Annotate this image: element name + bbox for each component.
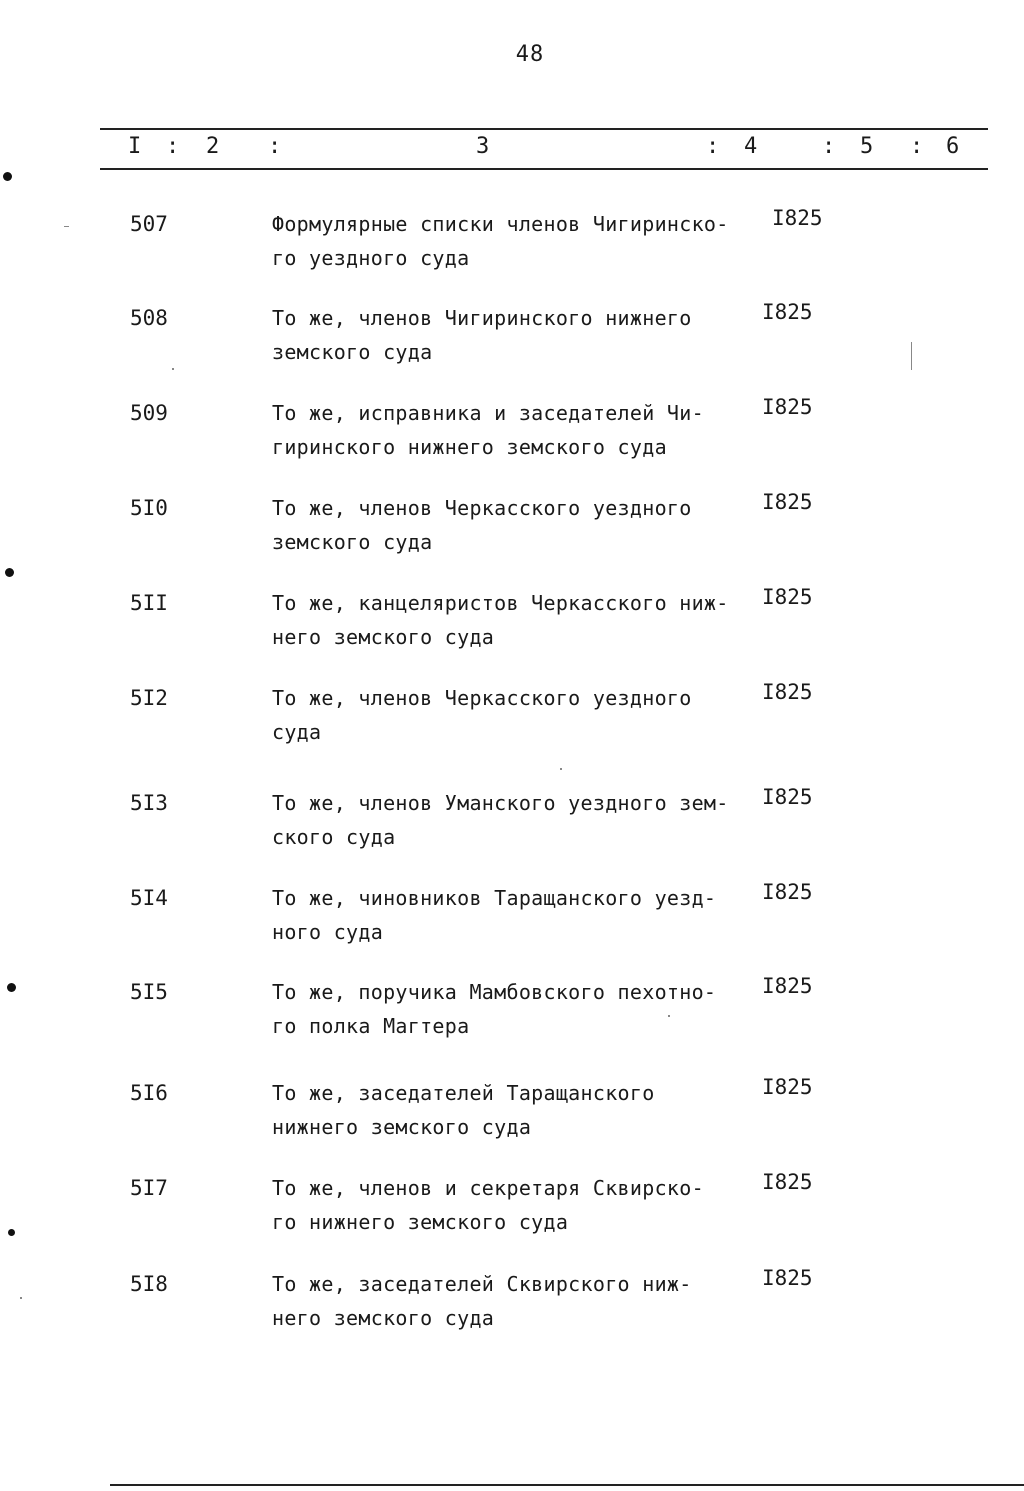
entry-year: I825: [772, 206, 823, 230]
column-header-4: 4: [744, 134, 758, 159]
entry-number: 5I8: [130, 1272, 168, 1296]
entry-year: I825: [762, 300, 813, 324]
entry-title: То же, заседателей Таращанского нижнего земского суда: [272, 1081, 655, 1139]
entry-year: I825: [762, 1170, 813, 1194]
table-header-rule: [100, 168, 988, 170]
column-separator: :: [166, 134, 180, 159]
entry-year: I825: [762, 395, 813, 419]
entry-title: То же, членов Уманского уездного зем- ского суда: [272, 791, 729, 849]
entry-year: I825: [762, 1266, 813, 1290]
table-row: [0, 786, 1024, 866]
scan-speck: [560, 768, 562, 770]
table-row: [0, 975, 1024, 1055]
entry-number: 507: [130, 212, 168, 236]
entry-title: То же, поручика Мамбовского пехотно- го полка Магтера: [272, 980, 717, 1038]
entry-title: То же, исправника и заседателей Чи- гиринского нижнего земского суда: [272, 401, 704, 459]
punch-hole-mark: [8, 1229, 15, 1236]
column-separator: :: [910, 134, 924, 159]
table-row: [0, 491, 1024, 571]
entry-year: I825: [762, 490, 813, 514]
scan-speck: [172, 368, 174, 370]
entry-title: То же, членов Черкасского уездного земского суда: [272, 496, 692, 554]
table-row: [0, 207, 1024, 287]
entry-number: 509: [130, 401, 168, 425]
column-separator: :: [268, 134, 282, 159]
table-row: [0, 396, 1024, 476]
table-row: [0, 1171, 1024, 1251]
entry-number: 5II: [130, 591, 168, 615]
table-row: [0, 1267, 1024, 1347]
table-top-rule: [100, 128, 988, 130]
table-row: [0, 881, 1024, 961]
entry-title: То же, членов Чигиринского нижнего земского суда: [272, 306, 692, 364]
entry-title: То же, членов и секретаря Сквирско- го нижнего земского суда: [272, 1176, 704, 1234]
entry-number: 5I6: [130, 1081, 168, 1105]
entry-year: I825: [762, 1075, 813, 1099]
punch-hole-mark: [3, 172, 12, 181]
scan-speck: [668, 1015, 670, 1017]
entry-number: 5I0: [130, 496, 168, 520]
entry-title: То же, заседателей Сквирского ниж- него земского суда: [272, 1272, 692, 1330]
column-header-2: 2: [206, 134, 220, 159]
scan-speck: [20, 1297, 22, 1299]
table-row: [0, 681, 1024, 761]
entry-year: I825: [762, 585, 813, 609]
entry-year: I825: [762, 880, 813, 904]
entry-number: 5I4: [130, 886, 168, 910]
entry-title: То же, чиновников Таращанского уезд- ного суда: [272, 886, 717, 944]
column-header-6: 6: [946, 134, 960, 159]
scan-speck: [911, 342, 912, 370]
entry-number: 5I2: [130, 686, 168, 710]
entry-title: То же, канцеляристов Черкасского ниж- него земского суда: [272, 591, 729, 649]
column-header-3: 3: [476, 134, 490, 159]
entry-number: 5I7: [130, 1176, 168, 1200]
punch-hole-mark: [5, 568, 14, 577]
punch-hole-mark: [7, 983, 16, 992]
entry-title: Формулярные списки членов Чигиринско- го уездного суда: [272, 212, 729, 270]
page-number: 48: [515, 42, 545, 67]
scan-speck: [64, 226, 69, 227]
entry-year: I825: [762, 785, 813, 809]
column-header-5: 5: [860, 134, 874, 159]
entry-title: То же, членов Черкасского уездного суда: [272, 686, 692, 744]
entry-number: 5I3: [130, 791, 168, 815]
table-row: [0, 1076, 1024, 1156]
column-separator: :: [706, 134, 720, 159]
table-row: [0, 301, 1024, 381]
entry-year: I825: [762, 680, 813, 704]
entry-number: 5I5: [130, 980, 168, 1004]
entry-year: I825: [762, 974, 813, 998]
column-separator: :: [822, 134, 836, 159]
table-row: [0, 586, 1024, 666]
column-header-1: I: [128, 134, 142, 159]
entry-number: 508: [130, 306, 168, 330]
page-bottom-rule: [110, 1484, 1024, 1486]
